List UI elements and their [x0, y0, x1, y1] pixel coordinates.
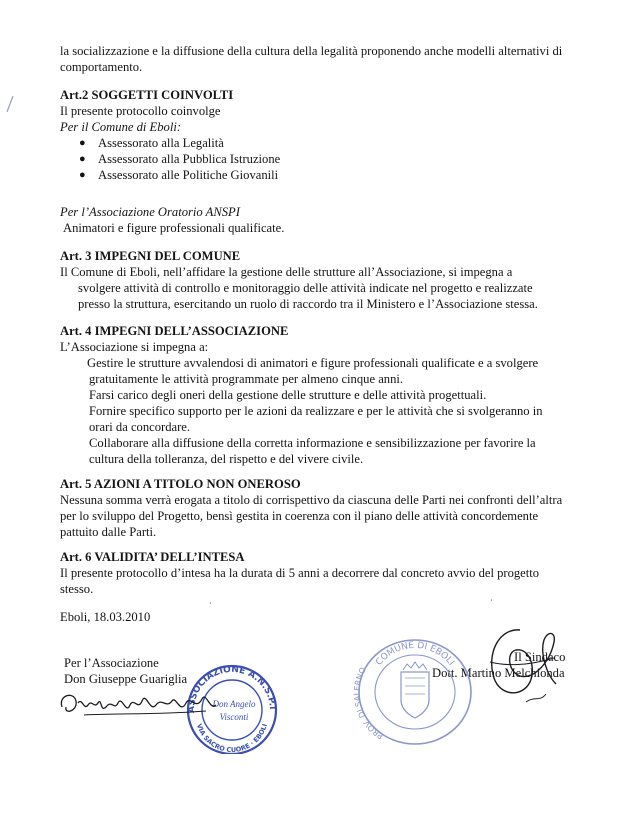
speck-mark: ·	[209, 599, 212, 608]
art4-line: Fornire specifico supporto per le azioni da realizzare e per le attività che si svolgeranno in	[89, 404, 543, 418]
art2-associazione-label: Per l’Associazione Oratorio ANSPI	[60, 205, 240, 219]
art3-line-2: svolgere attività di controllo e monitoraggio delle attività indicate nel progetto e realizzate	[78, 281, 533, 295]
associazione-stamp-bottom-text: VIA SACRO CUORE · EBOLI	[195, 722, 269, 754]
art2-heading: Art.2 SOGGETTI COINVOLTI	[60, 88, 234, 102]
signature-right-handwritten	[450, 622, 570, 712]
art2-intro: Il presente protocollo coinvolge	[60, 104, 221, 118]
art4-intro: L’Associazione si impegna a:	[60, 340, 209, 354]
associazione-stamp-line-1: Don Angelo	[212, 699, 256, 709]
speck-mark: ·	[490, 596, 493, 605]
signature-left-label: Per l’Associazione	[64, 656, 159, 670]
svg-text:COMUNE DI EBOLI	[374, 641, 456, 668]
art4-line: Gestire le strutture avvalendosi di animatori e figure professionali qualificate e a svolgere	[87, 356, 539, 370]
bullet-icon: ●	[79, 137, 86, 149]
intro-line-2: comportamento.	[60, 60, 143, 74]
list-item-label: Assessorato alla Pubblica Istruzione	[98, 152, 281, 166]
art5-line-2: per lo sviluppo del Progetto, bensì gestita in coerenza con il piano delle attività concordemente	[60, 509, 539, 523]
comune-stamp-ring-left-text: PROV. DI SALERNO	[352, 665, 385, 741]
signature-right-label: Il Sindaco	[514, 650, 566, 664]
comune-stamp-ring-text: COMUNE DI EBOLI	[374, 640, 456, 668]
art4-line: Collaborare alla diffusione della corretta informazione e sensibilizzazione per favorire la	[89, 436, 536, 450]
signature-left-handwritten	[56, 685, 226, 725]
svg-text:VIA SACRO CUORE · EBOLI	[195, 723, 269, 754]
art6-line-2: stesso.	[60, 582, 94, 596]
art3-heading: Art. 3 IMPEGNI DEL COMUNE	[60, 249, 241, 263]
intro-line-1: la socializzazione e la diffusione della cultura della legalità proponendo anche modelli alternativi di	[60, 44, 563, 58]
art2-associazione-text: Animatori e figure professionali qualificate.	[63, 221, 285, 235]
coat-of-arms-icon	[401, 662, 429, 718]
signature-left-name: Don Giuseppe Guariglia	[64, 672, 188, 686]
svg-text:PROV. DI SALERNO	[353, 666, 385, 741]
art4-line: Farsi carico degli oneri della gestione delle strutture e delle attività progettuali.	[89, 388, 487, 402]
art4-line: gratuitamente le attività programmate per almeno cinque anni.	[89, 372, 404, 386]
associazione-stamp-line-2: Visconti	[219, 712, 249, 722]
document-date: Eboli, 18.03.2010	[60, 610, 151, 624]
margin-pen-mark	[3, 94, 17, 116]
art3-line-3: presso la struttura, esercitando un ruolo di raccordo tra il Ministero e l’Associazione stessa.	[78, 297, 538, 311]
list-item-label: Assessorato alla Legalità	[98, 136, 224, 150]
art4-line: orari da concordare.	[89, 420, 191, 434]
associazione-stamp-ring-text: ASSOCIAZIONE A.N.S.P.I	[186, 664, 278, 714]
bullet-icon: ●	[79, 169, 86, 181]
art4-line: cultura della tolleranza, del rispetto e del vivere civile.	[89, 452, 364, 466]
art5-heading: Art. 5 AZIONI A TITOLO NON ONEROSO	[60, 477, 301, 491]
art5-line-1: Nessuna somma verrà erogata a titolo di corrispettivo da ciascuna delle Parti nei confronti dell’altra	[60, 493, 563, 507]
art6-line-1: Il presente protocollo d’intesa ha la durata di 5 anni a decorrere dal concreto avvio del progetto	[60, 566, 540, 580]
art3-line-1: Il Comune di Eboli, nell’affidare la gestione delle strutture all’Associazione, si impegna a	[60, 265, 513, 279]
bullet-icon: ●	[79, 153, 86, 165]
list-item-label: Assessorato alle Politiche Giovanili	[98, 168, 279, 182]
art5-line-3: pattuito dalle Parti.	[60, 525, 157, 539]
art4-heading: Art. 4 IMPEGNI DELL’ASSOCIAZIONE	[60, 324, 289, 338]
art2-comune-label: Per il Comune di Eboli:	[60, 120, 182, 134]
art6-heading: Art. 6 VALIDITA’ DELL’INTESA	[60, 550, 245, 564]
signature-right-name: Dott. Martino Melchionda	[432, 666, 565, 680]
